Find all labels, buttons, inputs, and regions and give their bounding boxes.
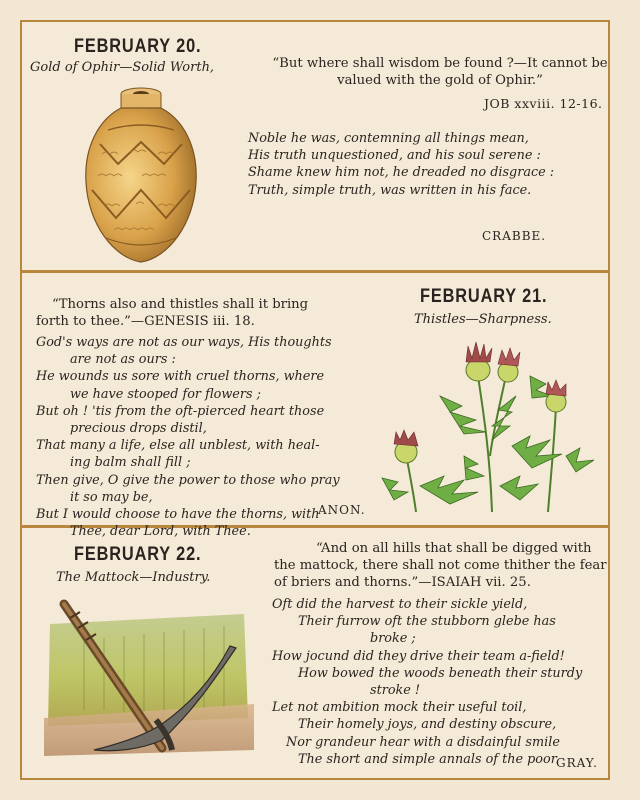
thistle-illustration — [380, 336, 600, 520]
entry-author: GRAY. — [556, 756, 598, 770]
entry-date: FEBRUARY 22. — [74, 544, 202, 565]
entry-author: CRABBE. — [482, 229, 547, 243]
section-divider — [20, 270, 610, 273]
poem-line: we have stooped for flowers ; — [70, 386, 261, 402]
quote-line: the mattock, there shall not come thither the fear — [274, 558, 607, 573]
gold-vase-illustration — [78, 86, 204, 266]
entry-emblem: Gold of Ophir—Solid Worth, — [30, 60, 215, 75]
quote-line: of briers and thorns.”—ISAIAH vii. 25. — [274, 575, 531, 590]
poem-line: Then give, O give the power to those who pray — [36, 472, 340, 488]
poem-line: Their homely joys, and destiny obscure, — [298, 717, 557, 733]
entry-emblem: Thistles—Sharpness. — [414, 312, 552, 327]
mattock-illustration — [44, 600, 254, 760]
poem-line: broke ; — [370, 631, 416, 647]
poem-line: Their furrow oft the stubborn glebe has — [298, 614, 556, 630]
poem-line: are not as ours : — [70, 352, 176, 368]
poem-line: Shame knew him not, he dreaded no disgrace : — [248, 165, 555, 181]
quote-line: “And on all hills that shall be digged with — [316, 541, 592, 556]
poem-line: He wounds us sore with cruel thorns, where — [36, 369, 325, 385]
poem-line: Thee, dear Lord, with Thee. — [70, 524, 251, 540]
entry-date: FEBRUARY 20. — [74, 36, 202, 57]
entry-poem — [272, 596, 582, 768]
poem-line: The short and simple annals of the poor. — [298, 751, 560, 767]
poem-line: But oh ! 'tis from the oft-pierced heart those — [36, 403, 325, 419]
poem-line: Truth, simple truth, was written in his face. — [248, 182, 532, 198]
entry-author: ANON. — [318, 503, 366, 517]
poem-line: Oft did the harvest to their sickle yield, — [272, 597, 528, 612]
poem-line: Noble he was, contemning all things mean, — [248, 131, 529, 146]
entry-quote: “But where shall wisdom be found ?—It cannot be valued with the gold of Ophir.” — [272, 56, 608, 88]
poem-line: ing balm shall fill ; — [70, 455, 191, 471]
entry-quote — [274, 540, 607, 591]
poem-line: His truth unquestioned, and his soul serene : — [248, 148, 541, 164]
entry-quote-reference: forth to thee.”—GENESIS iii. 18. — [36, 314, 255, 329]
poem-line: Nor grandeur hear with a disdainful smile — [286, 734, 560, 750]
poem-line: it so may be, — [70, 489, 153, 505]
entry-emblem: The Mattock—Industry. — [56, 570, 211, 585]
poem-line: How bowed the woods beneath their sturdy — [298, 665, 583, 681]
poem-line: stroke ! — [370, 683, 421, 699]
poem-line: But I would choose to have the thorns, with — [36, 507, 320, 523]
poem-line: That many a life, else all unblest, with heal- — [36, 438, 320, 454]
entry-poem — [248, 130, 554, 199]
poem-line: God's ways are not as our ways, His thoughts — [36, 335, 332, 350]
entry-reference: JOB xxviii. 12-16. — [484, 96, 603, 111]
entry-date: FEBRUARY 21. — [420, 286, 548, 307]
entry-quote: “Thorns also and thistles shall it bring — [52, 297, 309, 312]
poem-line: Let not ambition mock their useful toil, — [272, 700, 527, 716]
poem-line: How jocund did they drive their team a-field! — [272, 648, 565, 664]
entry-poem — [36, 334, 340, 540]
poem-line: precious drops distil, — [70, 421, 207, 437]
